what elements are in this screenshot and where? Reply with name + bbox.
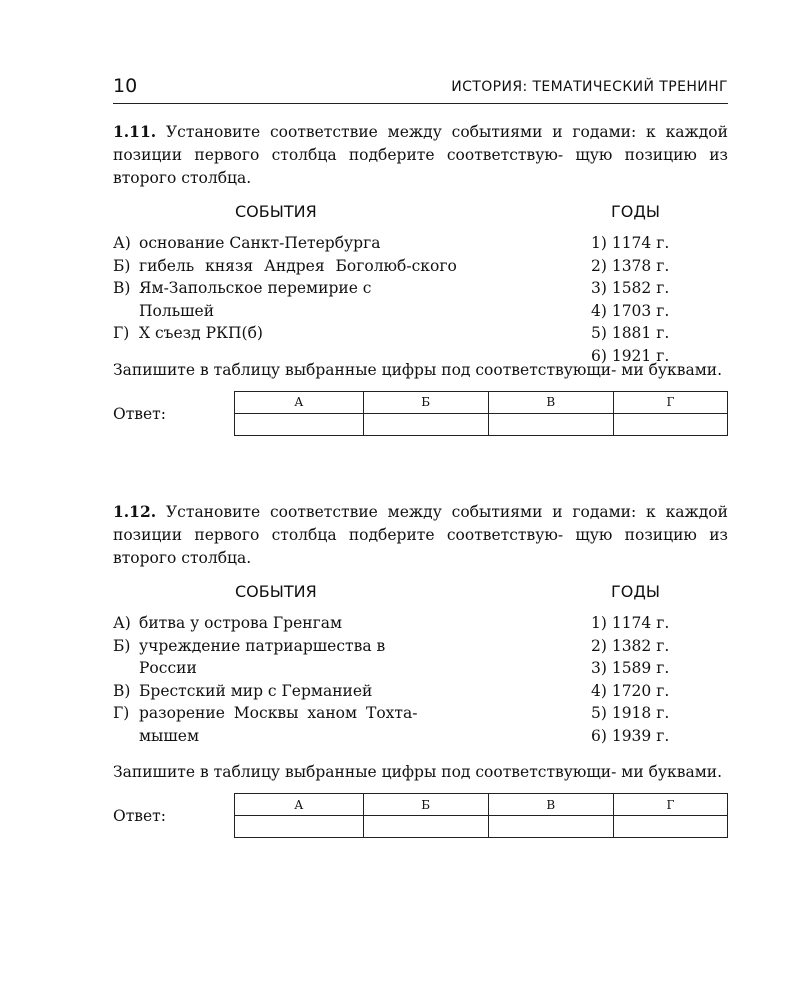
events-heading: СОБЫТИЯ bbox=[235, 202, 317, 221]
answer-header-cell: В bbox=[488, 794, 613, 816]
event-item: А) битва у острова Гренгам bbox=[113, 614, 343, 632]
answer-cell[interactable] bbox=[488, 413, 613, 435]
year-item: 5) 1918 г. bbox=[591, 704, 670, 722]
page-number: 10 bbox=[113, 75, 138, 97]
answer-block bbox=[113, 391, 728, 439]
task-1-11 bbox=[113, 120, 728, 439]
answer-cell[interactable] bbox=[235, 816, 364, 838]
task-statement: 1.12. Установите соответствие между событиями и годами: к каждой позиции первого столбца подберите соответствую- щую позицию из второго столбца. bbox=[113, 502, 728, 567]
answer-label: Ответ: bbox=[113, 404, 166, 423]
answer-cell[interactable] bbox=[613, 816, 727, 838]
events-list bbox=[113, 612, 483, 747]
year-item: 1) 1174 г. bbox=[591, 234, 670, 252]
answer-table bbox=[234, 793, 728, 838]
task-statement: 1.11. Установите соответствие между событиями и годами: к каждой позиции первого столбца подберите соответствую- щую позицию из второго столбца. bbox=[113, 122, 728, 187]
events-heading: СОБЫТИЯ bbox=[235, 582, 317, 601]
event-item: А) основание Санкт-Петербурга bbox=[113, 234, 381, 252]
event-item: Б) гибель князя Андрея Боголюб-ского bbox=[113, 256, 457, 275]
match-columns bbox=[113, 232, 728, 365]
year-item: 3) 1589 г. bbox=[591, 659, 670, 677]
event-item: Г) X съезд РКП(б) bbox=[113, 324, 263, 342]
running-title: ИСТОРИЯ: ТЕМАТИЧЕСКИЙ ТРЕНИНГ bbox=[451, 79, 728, 95]
answer-cell[interactable] bbox=[363, 816, 488, 838]
answer-cell[interactable] bbox=[235, 413, 364, 435]
page-header bbox=[113, 73, 728, 104]
event-item: В) Брестский мир с Германией bbox=[113, 681, 373, 700]
answer-block bbox=[113, 793, 728, 841]
match-columns bbox=[113, 612, 728, 747]
year-item: 2) 1382 г. bbox=[591, 636, 670, 655]
year-item: 2) 1378 г. bbox=[591, 256, 670, 275]
years-list bbox=[591, 612, 669, 747]
years-heading: ГОДЫ bbox=[611, 582, 660, 601]
answer-header-cell: Б bbox=[363, 391, 488, 413]
answer-header-cell: В bbox=[488, 391, 613, 413]
column-headings bbox=[113, 582, 728, 608]
answer-table bbox=[234, 391, 728, 436]
answer-cell[interactable] bbox=[613, 413, 727, 435]
answer-header-cell: Г bbox=[613, 794, 727, 816]
answer-header-cell: А bbox=[235, 391, 364, 413]
task-number: 1.12. bbox=[113, 502, 157, 521]
answer-cell[interactable] bbox=[363, 413, 488, 435]
task-1-12 bbox=[113, 500, 728, 841]
column-headings bbox=[113, 202, 728, 228]
task-number: 1.11. bbox=[113, 122, 157, 141]
answer-header-cell: А bbox=[235, 794, 364, 816]
years-list bbox=[591, 232, 669, 367]
answer-header-cell: Б bbox=[363, 794, 488, 816]
event-item: В) Ям-Запольское перемирие с Польшей bbox=[113, 279, 372, 320]
answer-header-cell: Г bbox=[613, 391, 727, 413]
event-item: Г) разорение Москвы ханом Тохта-мышем bbox=[113, 704, 418, 745]
events-list bbox=[113, 232, 483, 345]
years-heading: ГОДЫ bbox=[611, 202, 660, 221]
year-item: 5) 1881 г. bbox=[591, 324, 670, 342]
year-item: 6) 1939 г. bbox=[591, 726, 670, 745]
year-item: 6) 1921 г. bbox=[591, 346, 670, 365]
year-item: 1) 1174 г. bbox=[591, 614, 670, 632]
answer-instruction: Запишите в таблицу выбранные цифры под соответствующи- ми буквами. bbox=[113, 763, 723, 781]
year-item: 3) 1582 г. bbox=[591, 279, 670, 297]
year-item: 4) 1720 г. bbox=[591, 681, 670, 700]
year-item: 4) 1703 г. bbox=[591, 301, 670, 320]
answer-instruction: Запишите в таблицу выбранные цифры под соответствующи- ми буквами. bbox=[113, 360, 723, 379]
answer-cell[interactable] bbox=[488, 816, 613, 838]
event-item: Б) учреждение патриаршества в России bbox=[113, 636, 386, 677]
answer-label: Ответ: bbox=[113, 807, 166, 825]
